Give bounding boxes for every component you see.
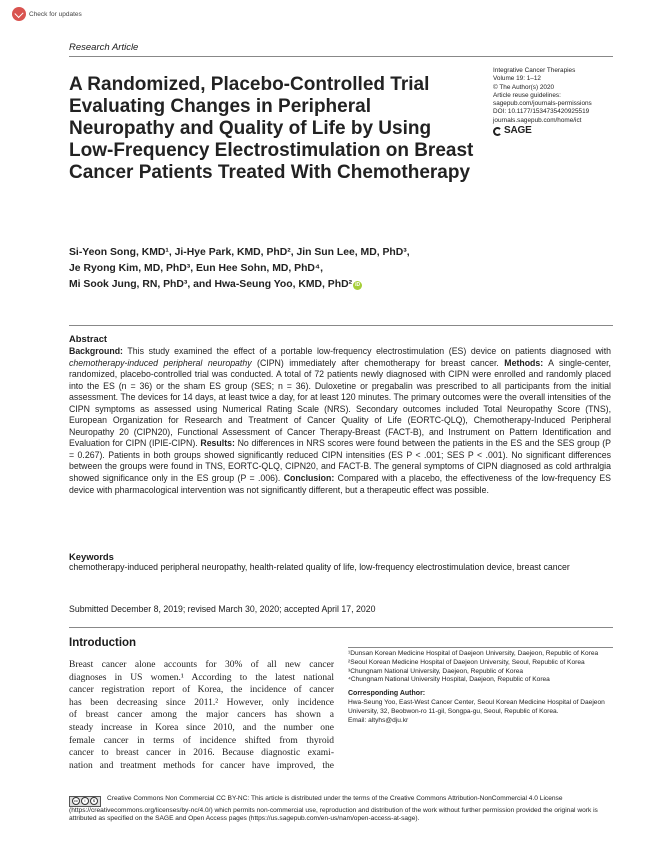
affiliation: ⁴Chungnam National University Hospital, Daejeon, Republic of Korea: [348, 676, 550, 684]
corresponding-author-title: Corresponding Author:: [348, 690, 426, 698]
text-line: steady increase in Korea since 2010, and the number one: [69, 722, 334, 733]
non-commercial-icon: $: [90, 797, 98, 805]
divider: [69, 325, 613, 326]
text-line: female cancer in terms of incidence shifted from thyroid: [69, 735, 334, 746]
affiliations: [348, 650, 613, 725]
journal-permissions-link[interactable]: sagepub.com/journals-permissions: [493, 100, 592, 108]
text-line: cancer registration report of Korea, the incidence of cancer: [69, 685, 334, 696]
introduction-heading: Introduction: [69, 637, 137, 649]
divider: [69, 627, 613, 628]
journal-copyright: © The Author(s) 2020: [493, 83, 555, 91]
sage-logo: SAGE: [493, 127, 618, 136]
affiliation: ¹Dunsan Korean Medicine Hospital of Daejeon University, Daejeon, Republic of Korea: [348, 650, 599, 657]
orcid-icon[interactable]: iD: [355, 282, 361, 288]
journal-reuse-label: Article reuse guidelines:: [493, 91, 561, 99]
text-line: cancer to breast cancer in 2016. Because diagnostic exami-: [69, 748, 334, 759]
attribution-icon: i: [81, 797, 89, 805]
check-updates-icon: [12, 7, 26, 21]
journal-home-link[interactable]: journals.sagepub.com/home/ict: [493, 116, 582, 124]
corresponding-author-address: Hwa-Seung Yoo, East-West Cancer Center, Seoul Korean Medicine Hospital of Daejeon University, 32, Beobwon-ro 11-gil, Songpa-gu, Seoul, Republic of Korea.: [348, 698, 605, 715]
divider: [69, 56, 613, 57]
abstract-heading: Abstract: [69, 333, 108, 344]
corresponding-author-email[interactable]: Email: altyhs@dju.kr: [348, 716, 409, 724]
journal-doi[interactable]: DOI: 10.1177/1534735420925519: [493, 108, 590, 116]
author-line: Mi Sook Jung, RN, PhD³, and Hwa-Seung Yoo, KMD, PhD² iD: [69, 279, 361, 290]
affiliation: ²Seoul Korean Medicine Hospital of Daejeon University, Seoul, Republic of Korea: [348, 658, 585, 666]
author-line: Si-Yeon Song, KMD¹, Ji-Hye Park, KMD, PhD², Jin Sun Lee, MD, PhD³,: [69, 247, 410, 258]
submission-dates: Submitted December 8, 2019; revised March 30, 2020; accepted April 17, 2020: [69, 604, 376, 614]
text-line: diagnoses in US women.¹ According to the latest national: [69, 672, 334, 683]
author-list: [69, 245, 609, 293]
journal-volume: Volume 19: 1–12: [493, 75, 541, 83]
check-for-updates-badge[interactable]: [12, 7, 82, 21]
license-notice: [69, 795, 613, 824]
text-line: has been decreasing since 2011.² However, only incidence: [69, 697, 334, 708]
keywords-text: chemotherapy-induced peripheral neuropathy, health-related quality of life, low-frequency electrostimulation device, breast cancer: [69, 562, 570, 572]
author-line: Je Ryong Kim, MD, PhD³, Eun Hee Sohn, MD, PhD⁴,: [69, 263, 323, 274]
license-text: Creative Commons Non Commercial CC BY-NC: This article is distributed under the terms of the Creative Commons Attribution-NonCommercial 4.0 License (https://creativecommons.org/licenses/by-nc/4.0/) which permits non-commercial use, reproduction and distribution of the work without further permission provided the original work is attributed as specified on the SAGE and Open Access pages (https://us.sagepub.com/en-us/nam/open-access-at-sage).: [69, 795, 598, 823]
affiliation: ³Chungnam National University, Daejeon, Republic of Korea: [348, 667, 524, 675]
paper-title: A Randomized, Placebo-Controlled Trial Evaluating Changes in Peripheral Neuropathy and Quality of Life by Using Low-Frequency Electrostimulation on Breast Cancer Patients Treated With Chemotherapy: [69, 74, 474, 183]
article-type: Research Article: [69, 42, 139, 53]
journal-name: Integrative Cancer Therapies: [493, 67, 576, 74]
journal-info: [493, 67, 618, 136]
text-line: Breast cancer alone accounts for 30% of all new cancer: [69, 660, 334, 670]
divider: [348, 647, 613, 648]
abstract-text: Background: This study examined the effect of a portable low-frequency electrostimulation (ES) device on patients diagnosed with chemotherapy-induced peripheral neuropathy (CIPN) immediately after chemotherapy for breast cancer. Methods: A single-center, randomized, placebo-controlled trial was conducted. A total of 72 patients newly diagnosed with CIPN were enrolled and randomly placed into the ES (n = 36) or the sham ES group (SES; n = 36). Duloxetine or pregabalin was prescribed to all participants from the initial assessment. The devices for 14 days, at least twice a day, for at least 120 minutes. The primary outcomes were the overall intensities of the CIPN symptoms as assessed using Numerical Rating Scale (NRS). Secondary outcomes included Total Neuropathy Score (TNS), European Organization for Research and Treatment of Cancer Quality of Life (EORTC-QLQ), Chemotherapy-Induced Peripheral Neuropathy 20 (CIPN20), Functional Assessment of Cancer Therapy-Breast (FACT-B), and Instrument on Pattern Identification and Evaluation for CIPN (IPIE-CIPN). Results: No differences in NRS scores were found between the patients in the ES and the SES group (P = 0.267). Patients in both groups showed significantly reduced CIPN intensities (ES P < .001; SES P < .001). No significant differences between the groups were found in TNS, EORTC-QLQ, CIPN20, and FACT-B. The general symptoms of CIPN diagnosed as cold arthralgia showed significance only in the ES group (P = .006). Conclusion: Compared with a placebo, the effectiveness of the low-frequency ES device with pharmacological intervention was not significantly different, but a therapeutic effect was possible.: [69, 346, 612, 495]
cc-icon: cc: [74, 798, 78, 803]
keywords-heading: Keywords: [69, 551, 114, 562]
sage-logo-icon: [493, 127, 502, 136]
text-line: of breast cancer among the major cancers has shown a: [69, 710, 334, 721]
check-updates-label: Check for updates: [29, 10, 82, 18]
introduction-text: [69, 659, 334, 772]
text-line: nation and treatment methods for cancer have improved, the: [69, 760, 334, 771]
cc-by-nc-badge-icon[interactable]: [69, 796, 101, 807]
